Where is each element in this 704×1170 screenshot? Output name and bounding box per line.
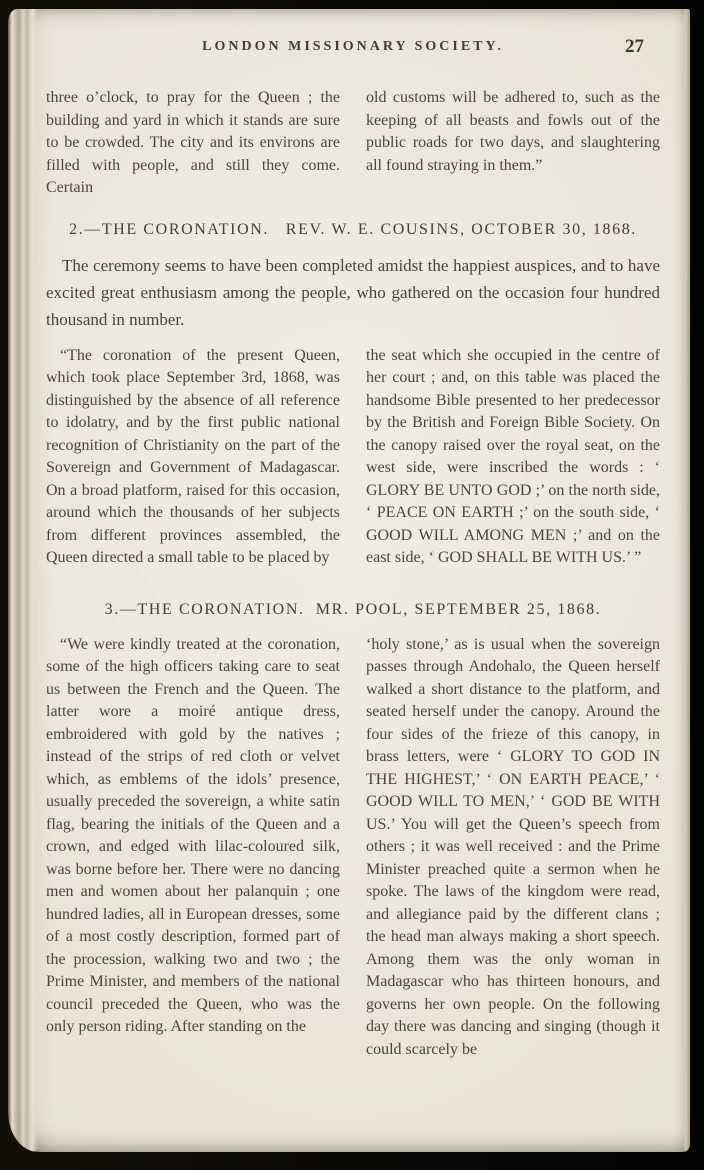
section-3-heading: 3.—THE CORONATION. MR. POOL, SEPTEMBER 25, 1868. [104, 600, 602, 618]
section-3-body [46, 634, 660, 1062]
page-stack-edges [8, 9, 38, 1152]
running-header: LONDON MISSIONARY SOCIETY. [202, 39, 504, 54]
continued-right-column: old customs will be adhered to, such as the keeping of all beasts and fowls out of the public roads for two days, and slaughtering all found straying in them.” [366, 89, 660, 174]
page-number: 27 [625, 36, 644, 57]
book-page [8, 9, 690, 1152]
section-2-left-column: “The coronation of the present Queen, which took place September 3rd, 1868, was distinguished by the absence of all reference to idolatry, and by the first public national recognition of Christianity on the part of the Sovereign and Government of Madagascar. On a broad platform, raised for this occasion, around which the thousands of her subjects from different provinces assembled, the Queen directed a small table to be placed by [46, 346, 340, 566]
page-header [46, 36, 660, 65]
page-right-edge [683, 9, 690, 1152]
page-content [46, 33, 660, 1061]
section-3-left-column: “We were kindly treated at the coronation, some of the high officers taking care to seat us between the French and the Queen. The latter wore a moiré antique dress, embroidered with gold by the natives ; instead of the strips of red cloth or velvet which, as emblems of the idols’ presence, usually preceded the sovereign, a white satin flag, bearing the initials of the Queen and a crown, and edged with lilac-coloured silk, was borne before her. There were no dancing men and women about her palanquin ; one hundred ladies, all in European dresses, some of a most costly description, formed part of the procession, walking two and two ; the Prime Minister, and members of the national council preceded the Queen, who was the only person riding. After standing on the [46, 635, 340, 1035]
section-2-lead-paragraph: The ceremony seems to have been completed amidst the happiest auspices, and to have excited great enthusiasm among the people, who gathered on the occasion four hundred thousand in number. [46, 255, 660, 329]
continued-left-column: three o’clock, to pray for the Queen ; the building and yard in which it stands are sure to be crowded. The city and its environs are filled with people, and still they come. Certain [46, 89, 340, 196]
section-2-body [46, 345, 660, 570]
section-2-heading: 2.—THE CORONATION. REV. W. E. COUSINS, OCTOBER 30, 1868. [69, 220, 637, 238]
continued-passage [46, 87, 660, 200]
section-3-right-column: ‘holy stone,’ as is usual when the sovereign passes through Andohalo, the Queen herself walked a short distance to the platform, and seated herself under the canopy. Around the four sides of the frieze of this canopy, in brass letters, were ‘ GLORY TO GOD IN THE HIGHEST,’ ‘ ON EARTH PEACE,’ ‘ GOOD WILL TO MEN,’ ‘ GOD BE WITH US.’ You will get the Queen’s speech from others ; it was well received : and the Prime Minister preached quite a sermon when he spoke. The laws of the kingdom were read, and allegiance paid by the different clans ; the head man always making a short speech. Among them was the only woman in Madagascar who has thirteen honours, and governs her own people. On the following day there was dancing and singing (though it could scarcely be [366, 635, 660, 1058]
section-2-right-column: the seat which she occupied in the centre of her court ; and, on this table was placed the handsome Bible presented to her predecessor by the British and Foreign Bible Society. On the canopy raised over the royal seat, on the west side, were inscribed the words : ‘ GLORY BE UNTO GOD ;’ on the north side, ‘ PEACE ON EARTH ;’ on the south side, ‘ GOOD WILL AMONG MEN ;’ and on the east side, ‘ GOD SHALL BE WITH US.’ ” [366, 346, 660, 566]
